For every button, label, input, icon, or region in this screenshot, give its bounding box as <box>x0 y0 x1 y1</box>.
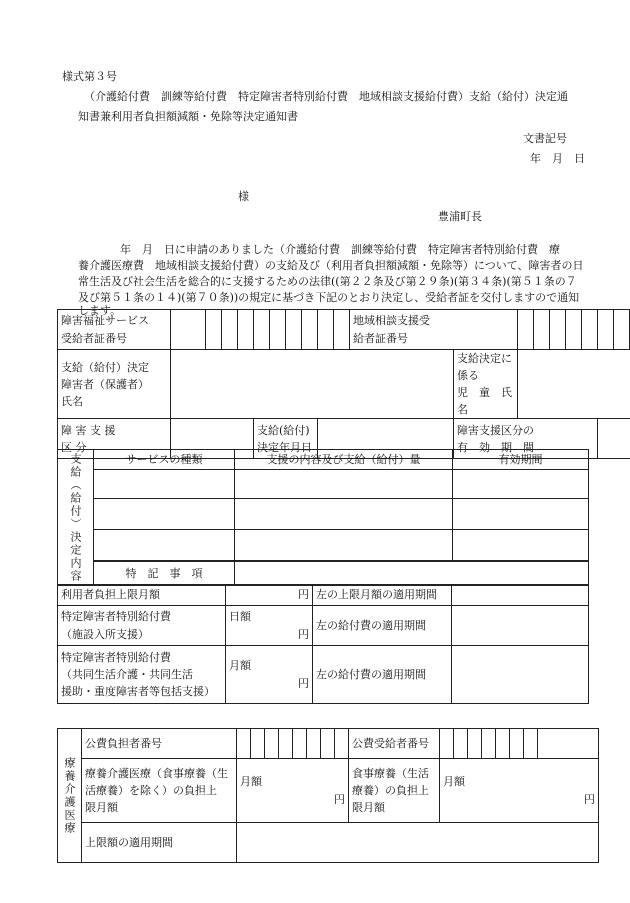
user-burden-limit-field: 円 <box>226 585 313 606</box>
facility-benefit-field: 日額 円 <box>226 606 313 646</box>
table-row <box>58 585 589 606</box>
decision-content-side-label: 支給（給付）決定内容 <box>58 450 94 586</box>
decision-table <box>57 309 630 459</box>
meal-burden-field: 月額 円 <box>440 759 599 823</box>
group-living-benefit-period-field <box>452 646 589 704</box>
table-row <box>58 350 630 419</box>
table-row <box>58 646 589 704</box>
validity-period-header: 有効期間 <box>453 450 589 470</box>
group-living-benefit-label: 特定障害者特別給付費 （共同生活介護・共同生活 援助・重度障害者等包括支援） <box>58 646 226 704</box>
table-row <box>58 562 589 586</box>
recipient-name-label: 支給（給付）決定 障害者（保護者） 氏名 <box>58 350 171 419</box>
table-row <box>58 823 599 863</box>
consultation-recipient-number-label: 地域相談支援受 給者証番号 <box>350 310 518 350</box>
title-line-2: 知書兼利用者負担額減額・免除等決定通知書 <box>78 110 298 123</box>
user-burden-limit-label: 利用者負担上限月額 <box>58 585 226 606</box>
document-number-label: 文書記号 <box>523 132 567 145</box>
category-validity-field <box>598 419 630 459</box>
medical-care-side-label: 療養介護医療 <box>58 729 82 863</box>
medical-care-table <box>57 728 599 863</box>
facility-benefit-period-field <box>452 606 589 646</box>
limit-period-field <box>452 585 589 606</box>
table-row <box>58 450 589 470</box>
special-notes-field <box>235 562 589 586</box>
addressee-suffix: 様 <box>238 190 249 203</box>
child-name-field <box>518 350 630 419</box>
issuer-name: 豊浦町長 <box>438 210 482 223</box>
body-line-1: 年 月 日に申請のありました（介護給付費 訓練等給付費 特定障害者特別給付費 療 <box>120 243 560 256</box>
decision-date-label: 支給(給付) 決定年月日 <box>254 419 318 459</box>
table-row <box>58 499 589 530</box>
title-line-1: （介護給付費 訓練等給付費 特定障害者特別給付費 地域相談支援給付費）支給（給付）決定通 <box>84 90 568 103</box>
burden-table <box>57 584 589 704</box>
meal-burden-label: 食事療養（生活 療養）の負担上 限月額 <box>349 759 440 823</box>
service-type-header: サービスの種類 <box>94 450 235 470</box>
body-line-5: します。 <box>78 304 122 317</box>
recipient-name-field <box>171 350 454 419</box>
decision-content-table <box>57 449 589 586</box>
recipient-number-label: 公費受給者番号 <box>349 729 440 759</box>
group-living-benefit-field: 月額 円 <box>226 646 313 704</box>
support-content-header: 支援の内容及び支給（給付）量 <box>235 450 453 470</box>
limit-period-label-2: 上限額の適用期間 <box>82 823 237 863</box>
support-category-label: 障 害 支 援 区 分 <box>58 419 171 459</box>
facility-benefit-period-label: 左の給付費の適用期間 <box>313 606 452 646</box>
care-burden-field: 月額 円 <box>237 759 349 823</box>
limit-period-field-2 <box>237 823 599 863</box>
body-line-4: 及び第５１条の１４)(第７０条))の規定に基づき下記のとおり決定し、受給者証を交付しますので通知 <box>78 291 580 304</box>
group-living-benefit-period-label: 左の給付費の適用期間 <box>313 646 452 704</box>
table-row <box>58 470 589 499</box>
issue-date: 年 月 日 <box>530 152 585 165</box>
body-line-3: 常生活及び社会生活を総合的に支援するための法律((第２２条及び第２９条)(第３４条)(第５１条の７ <box>78 275 577 288</box>
facility-benefit-label: 特定障害者特別給付費 （施設入所支援） <box>58 606 226 646</box>
payer-number-label: 公費負担者番号 <box>82 729 237 759</box>
table-row <box>58 759 599 823</box>
special-notes-label: 特 記 事 項 <box>94 562 235 586</box>
child-name-label: 支給決定に係る 児 童 氏 名 <box>454 350 518 419</box>
table-row <box>58 310 630 350</box>
form-number: 様式第３号 <box>62 70 117 83</box>
table-row <box>58 729 599 759</box>
body-line-2: 養介護医療費 地域相談支援給付費）の支給及び（利用者負担額減額・免除等）について、障害者の日 <box>78 259 584 272</box>
table-row <box>58 530 589 561</box>
table-row <box>58 606 589 646</box>
service-recipient-number-label: 障害福祉サービス 受給者証番号 <box>58 310 171 350</box>
limit-period-label: 左の上限月額の適用期間 <box>313 585 452 606</box>
category-validity-label: 障害支援区分の 有 効 期 間 <box>454 419 598 459</box>
care-burden-label: 療養介護医療（食事療養（生 活療養）を除く）の負担上 限月額 <box>82 759 237 823</box>
